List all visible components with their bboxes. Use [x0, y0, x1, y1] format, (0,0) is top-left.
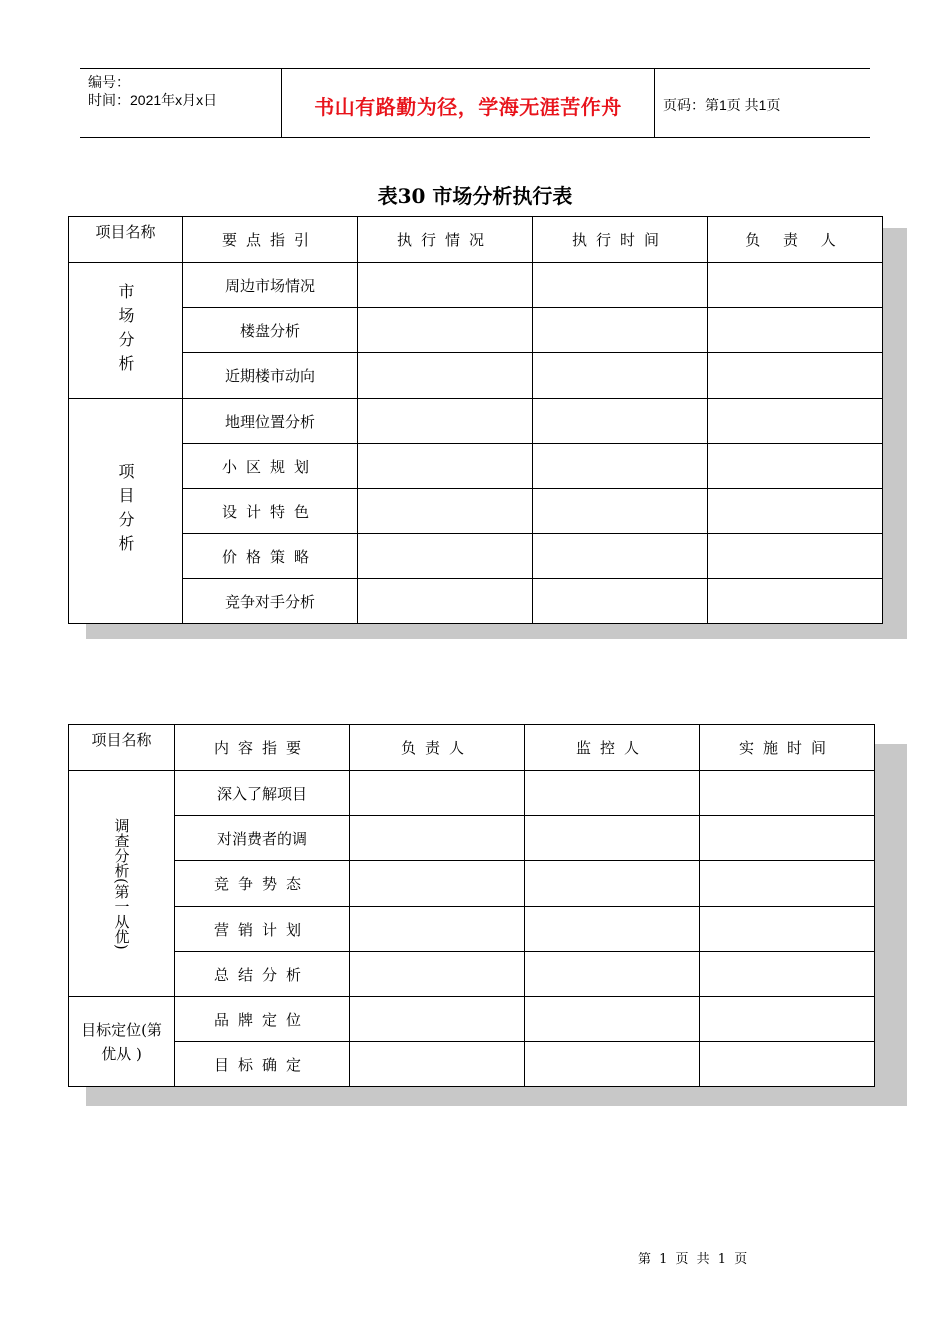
group-label: 调查分析(第一从优)	[112, 817, 131, 950]
page-header	[80, 68, 870, 138]
page-title: 表30 市场分析执行表	[377, 184, 573, 208]
row-label: 总结分析	[213, 965, 310, 984]
row-label: 设计特色	[221, 502, 318, 521]
row-label: 近期楼市动向	[224, 367, 315, 385]
row-label: 地理位置分析	[224, 412, 315, 431]
market-analysis-table	[68, 216, 883, 624]
group-label: 目标定位(第优从 )	[81, 1020, 162, 1063]
row-label: 竞争势态	[213, 875, 310, 893]
column-header: 负 责 人	[745, 231, 845, 249]
row-label: 小区规划	[221, 457, 318, 476]
row-label: 周边市场情况	[224, 276, 315, 295]
column-header: 内容指要	[213, 739, 310, 757]
column-header: 项目名称	[95, 223, 156, 241]
row-label: 品牌定位	[213, 1010, 310, 1029]
column-header: 项目名称	[91, 731, 152, 749]
column-header: 负责人	[400, 739, 473, 757]
row-label: 深入了解项目	[216, 784, 307, 803]
column-header: 监控人	[575, 739, 648, 757]
column-header: 实施时间	[738, 739, 835, 757]
serial-label: 编号：	[88, 74, 130, 90]
group-label: 项目分析	[116, 463, 135, 559]
row-label: 竞争对手分析	[224, 592, 315, 611]
row-label: 价格策略	[221, 547, 318, 566]
column-header: 执行情况	[396, 231, 493, 249]
header-meta	[88, 73, 278, 109]
page-number-label: 页码：第1页 共1页	[663, 97, 781, 113]
survey-analysis-table	[68, 724, 875, 1087]
row-label: 目标确定	[213, 1055, 310, 1074]
row-label: 楼盘分析	[239, 321, 300, 340]
column-header: 执行时间	[571, 231, 668, 249]
row-label: 营销计划	[213, 920, 310, 939]
motto: 书山有路勤为径，学海无涯苦作舟	[314, 95, 622, 119]
column-header: 要点指引	[221, 231, 318, 249]
group-label: 市场分析	[116, 282, 135, 379]
header-divider	[654, 69, 655, 137]
row-label: 对消费者的调	[216, 829, 307, 848]
page-footer: 第 1 页 共 1 页	[638, 1252, 750, 1267]
time-label: 时间：2021年x月x日	[88, 92, 218, 108]
